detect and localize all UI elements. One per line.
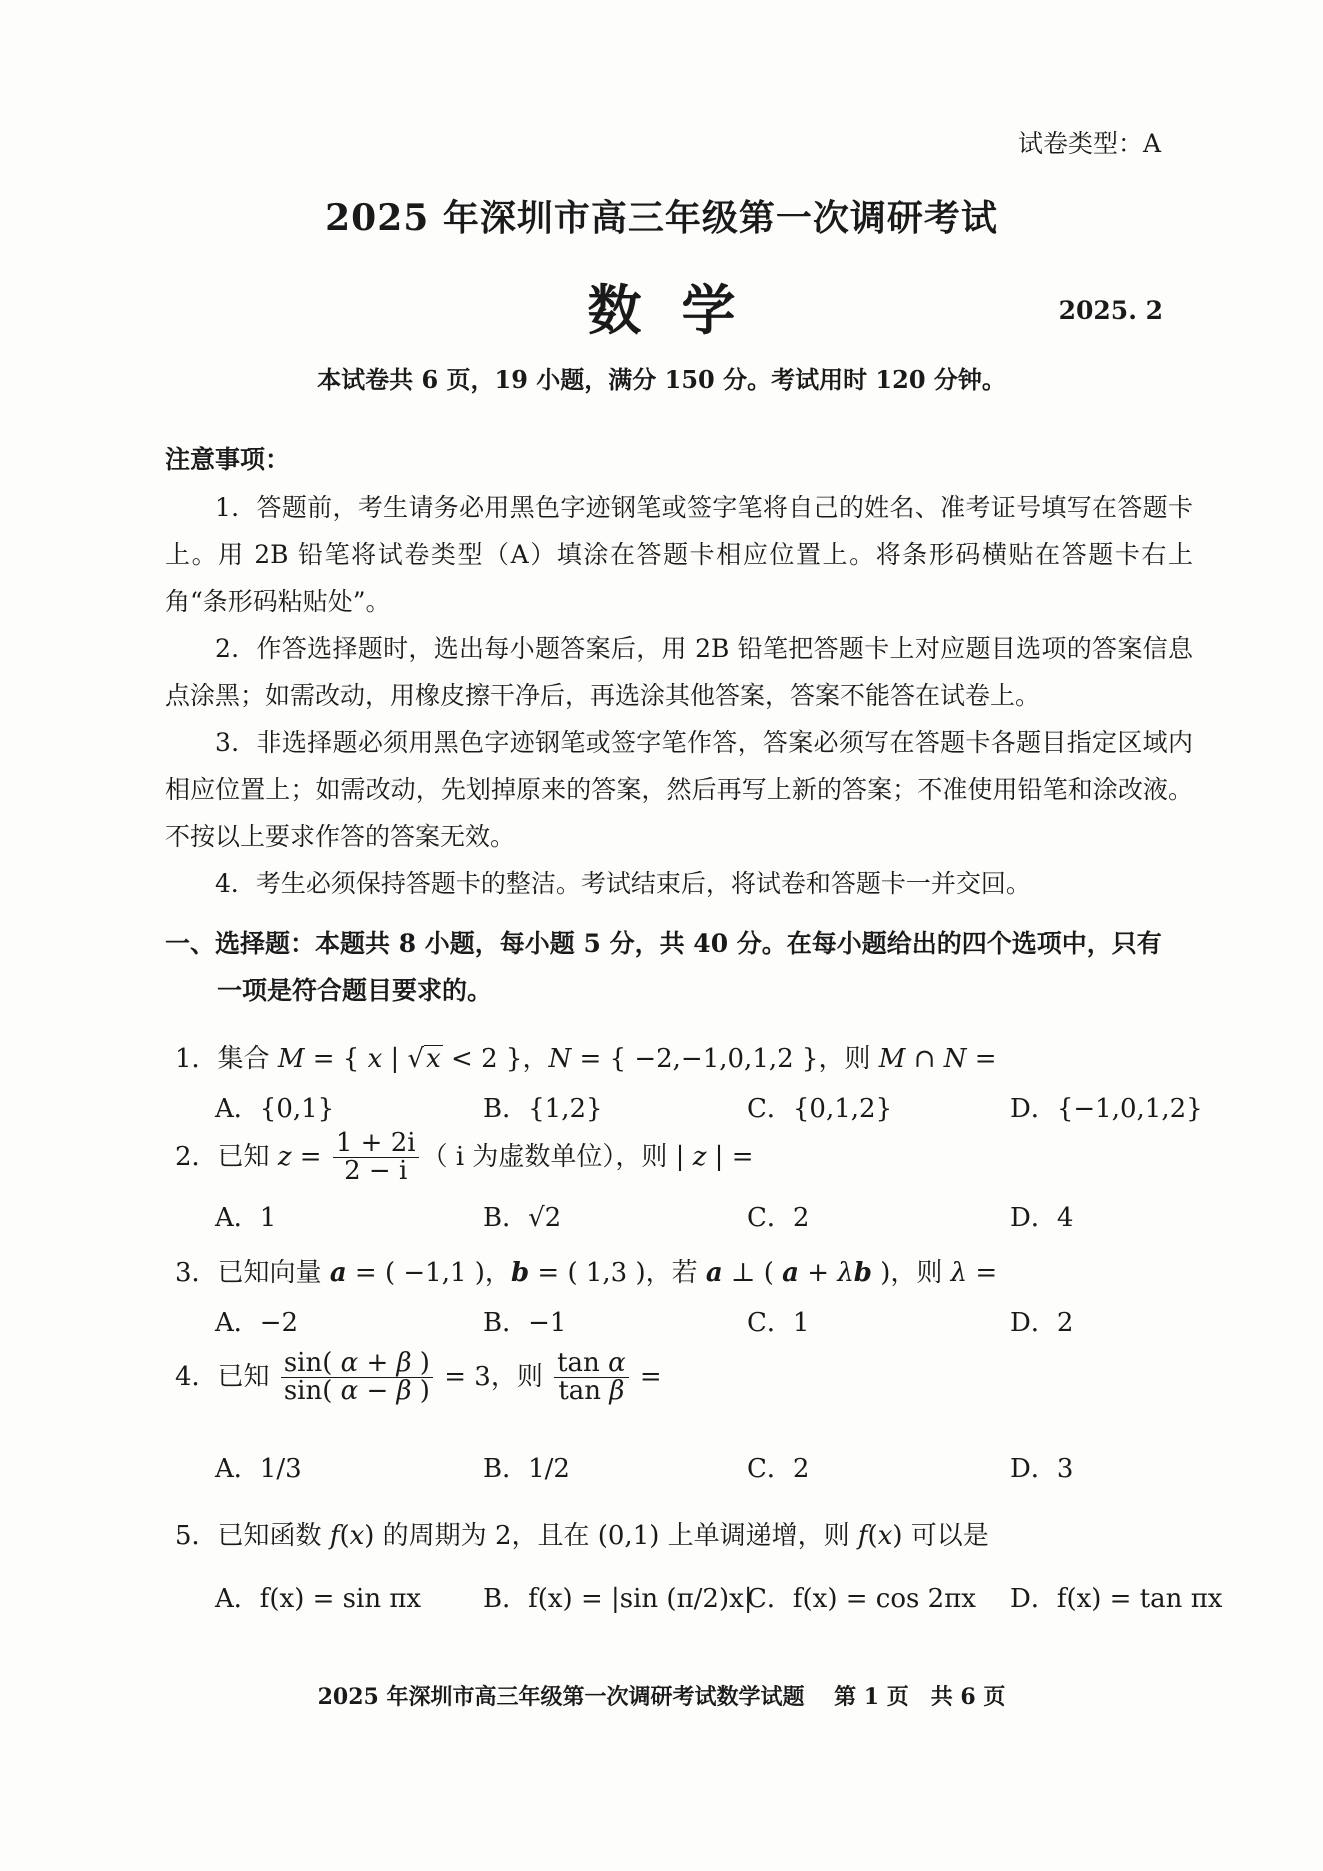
exam-info: 本试卷共 6 页，19 小题，满分 150 分。考试用时 120 分钟。 bbox=[317, 365, 1006, 394]
q5-option-d: D．f(x) = tan πx bbox=[1010, 1584, 1223, 1614]
section-heading-line2: 一项是符合题目要求的。 bbox=[217, 976, 493, 1005]
q1-option-b: B．{1,2} bbox=[483, 1094, 603, 1124]
question-2: 2．已知 z = $\frac{1 + 2i}{2 - i}$ （ i 为虚数单位），则 | z | = bbox=[175, 1128, 754, 1187]
note-item-1: 1．答题前，考生请务必用黑色字迹钢笔或签字笔将自己的姓名、准考证号填写在答题卡上。用 2B 铅笔将试卷类型（A）填涂在答题卡相应位置上。将条形码横贴在答题卡右上角“条形码粘贴处”。 bbox=[165, 493, 1193, 616]
q3-option-b: B．−1 bbox=[483, 1308, 567, 1338]
q4-option-d: D．3 bbox=[1010, 1454, 1074, 1484]
note-item-3: 3．非选择题必须用黑色字迹钢笔或签字笔作答，答案必须写在答题卡各题目指定区域内相应位置上；如需改动，先划掉原来的答案，然后再写上新的答案；不准使用铅笔和涂改液。不按以上要求作答的答案无效。 bbox=[165, 728, 1193, 851]
q4-option-b: B．1/2 bbox=[483, 1454, 570, 1484]
question-4: 4．已知 $\frac{\sin( \alpha + \beta )}{\sin( \alpha - \beta )}$ = 3，则 $\frac{\text{tan α}}{\text{tan β}}$ = bbox=[175, 1348, 662, 1407]
exam-title: 2025 年深圳市高三年级第一次调研考试 bbox=[325, 197, 998, 239]
question-5: 5．已知函数 f(x) 的周期为 2，且在 (0,1) 上单调递增，则 f(x) 可以是 bbox=[175, 1521, 989, 1551]
q2-option-c: C．2 bbox=[747, 1203, 810, 1233]
note-item-2: 2．作答选择题时，选出每小题答案后，用 2B 铅笔把答题卡上对应题目选项的答案信息点涂黑；如需改动，用橡皮擦干净后，再选涂其他答案，答案不能答在试卷上。 bbox=[165, 634, 1193, 710]
q3-option-c: C．1 bbox=[747, 1308, 810, 1338]
q2-option-b: B．√2 bbox=[483, 1203, 562, 1233]
question-3: 3．已知向量 a = ( −1,1 )，b = ( 1,3 )，若 a ⊥ ( a + λb )，则 λ = bbox=[175, 1258, 998, 1288]
q3-option-a: A．−2 bbox=[215, 1308, 299, 1338]
notes-heading: 注意事项： bbox=[165, 445, 291, 474]
section-heading-line1: 一、选择题：本题共 8 小题，每小题 5 分，共 40 分。在每小题给出的四个选项中，只有 bbox=[165, 929, 1162, 958]
q5-option-a: A．f(x) = sin πx bbox=[215, 1584, 422, 1614]
note-item-4: 4．考生必须保持答题卡的整洁。考试结束后，将试卷和答题卡一并交回。 bbox=[215, 869, 1031, 898]
question-1: 1．集合 M = { x | √x < 2 }，N = { −2,−1,0,1,2 }，则 M ∩ N = bbox=[175, 1044, 997, 1074]
q5-option-b: B．f(x) = |sin (π/2)x| bbox=[483, 1584, 753, 1614]
q4-option-a: A．1/3 bbox=[215, 1454, 302, 1484]
sin-fraction: $\frac{\sin( \alpha + \beta )}{\sin( \alpha - \beta )}$ bbox=[281, 1350, 433, 1406]
subject-title: 数学 bbox=[587, 278, 776, 342]
q1-option-c: C．{0,1,2} bbox=[747, 1094, 893, 1124]
q1-option-d: D．{−1,0,1,2} bbox=[1010, 1094, 1203, 1124]
page-footer: 2025 年深圳市高三年级第一次调研考试数学试题 第 1 页 共 6 页 bbox=[317, 1684, 1006, 1710]
tan-fraction: $\frac{\text{tan α}}{\text{tan β}}$ bbox=[554, 1350, 629, 1406]
q2-option-d: D．4 bbox=[1010, 1203, 1074, 1233]
q2-option-a: A．1 bbox=[215, 1203, 277, 1233]
q5-option-c: C．f(x) = cos 2πx bbox=[747, 1584, 976, 1614]
q4-option-c: C．2 bbox=[747, 1454, 810, 1484]
q3-option-d: D．2 bbox=[1010, 1308, 1074, 1338]
section-heading bbox=[165, 920, 1195, 1014]
z-fraction: $\frac{1 + 2i}{2 - i}$ bbox=[333, 1130, 419, 1186]
exam-date: 2025. 2 bbox=[1058, 296, 1163, 325]
exam-type-label: 试卷类型：A bbox=[1017, 129, 1161, 158]
q1-option-a: A．{0,1} bbox=[215, 1094, 335, 1124]
